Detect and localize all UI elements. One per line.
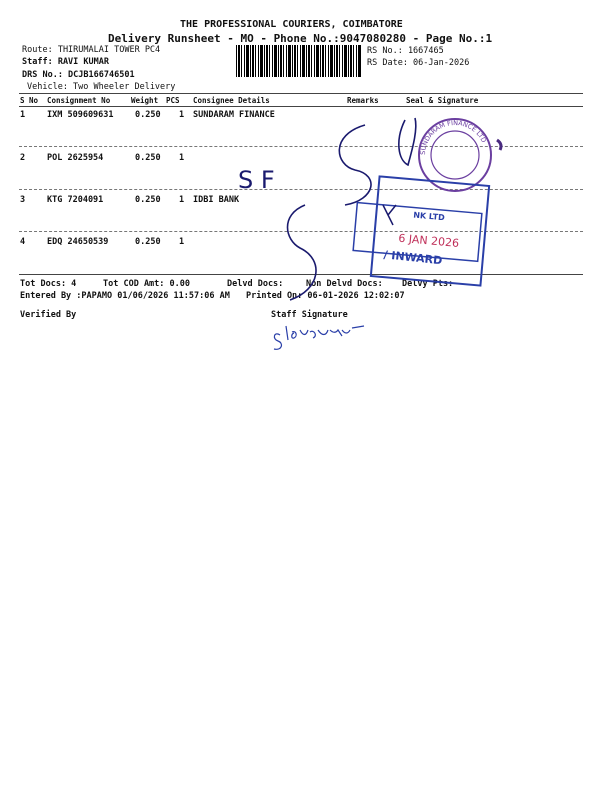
delivery-points: Delvy Pts: [402, 279, 454, 289]
row-3-consignment: KTG 7204091 [47, 195, 104, 205]
route-label: Route: THIRUMALAI TOWER PC4 [22, 45, 161, 55]
row-1-consignment: IXM 509609631 [47, 110, 114, 120]
signature-stroke [288, 205, 317, 300]
bank-stamp-inward: / INWARD [382, 248, 443, 268]
drs-number: DRS No.: DCJB166746501 [22, 70, 135, 80]
row-3-pcs: 1 [179, 195, 185, 205]
staff-label: Staff: RAVI KUMAR [22, 57, 109, 67]
row-1-pcs: 1 [179, 110, 185, 120]
sundaram-stamp-text: SUNDARAM FINANCE LTD [418, 118, 488, 156]
bank-inward-stamp [353, 176, 489, 285]
row-4-consignment: EDQ 24650539 [47, 237, 109, 247]
printed-on: Printed On: 06-01-2026 12:02:07 [246, 291, 405, 301]
col-consignment: Consignment No [47, 96, 111, 105]
col-remarks: Remarks [347, 96, 379, 105]
rs-date: RS Date: 06-Jan-2026 [367, 58, 470, 68]
svg-text:SUNDARAM FINANCE LTD [419, 119, 488, 155]
rs-number: RS No.: 1667465 [367, 46, 444, 56]
signature-stroke [339, 125, 371, 205]
row-3-sno: 3 [20, 195, 26, 205]
runsheet-subtitle: Delivery Runsheet - MO - Phone No.:9047080280 - Page No.:1 [108, 32, 493, 45]
row-2-consignment: POL 2625954 [47, 153, 104, 163]
staff-signature-label: Staff Signature [271, 310, 348, 320]
row-2-pcs: 1 [179, 153, 185, 163]
handwritten-sf: S F [238, 166, 275, 194]
row-1-sno: 1 [20, 110, 26, 120]
row-1-consignee: SUNDARAM FINANCE [193, 110, 275, 120]
signature-stroke [383, 205, 396, 225]
verified-by: Verified By [20, 310, 77, 320]
row-3-consignee: IDBI BANK [193, 195, 240, 205]
total-cod: Tot COD Amt: 0.00 [103, 279, 190, 289]
col-seal: Seal & Signature [406, 96, 479, 105]
ink-mark [497, 140, 501, 150]
bank-stamp-line: NK LTD [412, 210, 446, 223]
row-3-weight: 0.250 [135, 195, 161, 205]
vehicle-label: Vehicle: Two Wheeler Delivery [27, 82, 176, 92]
row-2-weight: 0.250 [135, 153, 161, 163]
delivered-docs: Delvd Docs: [227, 279, 284, 289]
non-delivered-docs: Non Delvd Docs: [306, 279, 383, 289]
col-consignee: Consignee Details [193, 96, 270, 105]
col-weight: Weight [131, 96, 159, 105]
col-sno: S No [20, 96, 39, 105]
bank-stamp-date: 6 JAN 2026 [397, 231, 460, 250]
signature-stroke [399, 118, 416, 165]
row-4-sno: 4 [20, 237, 26, 247]
row-4-weight: 0.250 [135, 237, 161, 247]
row-2-sno: 2 [20, 153, 26, 163]
total-docs: Tot Docs: 4 [20, 279, 77, 289]
company-title: THE PROFESSIONAL COURIERS, COIMBATORE [180, 19, 403, 30]
col-pcs: PCS [166, 96, 180, 105]
entered-by: Entered By :PAPAMO 01/06/2026 11:57:06 AM [20, 291, 230, 301]
row-4-pcs: 1 [179, 237, 185, 247]
staff-signature [274, 326, 364, 349]
row-1-weight: 0.250 [135, 110, 161, 120]
